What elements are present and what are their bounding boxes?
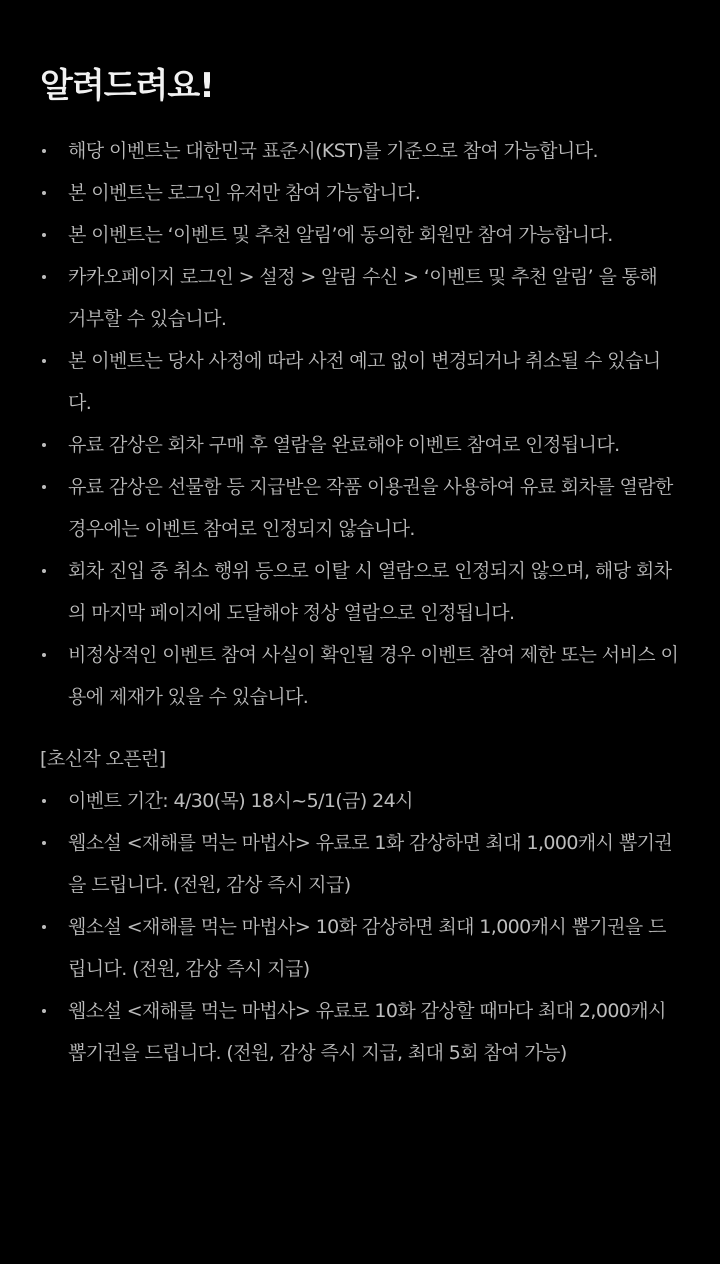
list-item	[40, 906, 680, 990]
list-item-text: 웹소설 <재해를 먹는 마법사> 10화 감상하면 최대 1,000캐시 뽑기권을 드립니다. (전원, 감상 즉시 지급)	[68, 916, 666, 980]
list-item	[40, 424, 680, 466]
list-item-text: 유료 감상은 회차 구매 후 열람을 완료해야 이벤트 참여로 인정됩니다.	[68, 434, 620, 456]
list-item	[40, 340, 680, 424]
bullet-icon	[42, 443, 46, 447]
open-run-heading: [초신작 오픈런]	[40, 748, 166, 770]
list-item	[40, 822, 680, 906]
notice-title: 알려드려요!	[40, 66, 214, 106]
list-item-text: 비정상적인 이벤트 참여 사실이 확인될 경우 이벤트 참여 제한 또는 서비스 이용에 제재가 있을 수 있습니다.	[68, 644, 679, 708]
bullet-icon	[42, 569, 46, 573]
bullet-icon	[42, 799, 46, 803]
list-item-text: 웹소설 <재해를 먹는 마법사> 유료로 10화 감상할 때마다 최대 2,000캐시 뽑기권을 드립니다. (전원, 감상 즉시 지급, 최대 5회 참여 가능)	[68, 1000, 666, 1064]
bullet-icon	[42, 1009, 46, 1013]
bullet-icon	[42, 191, 46, 195]
list-item	[40, 780, 680, 822]
bullet-icon	[42, 653, 46, 657]
open-run-list	[40, 780, 680, 1074]
list-item-text: 카카오페이지 로그인 > 설정 > 알림 수신 > ‘이벤트 및 추천 알림’ 을 통해 거부할 수 있습니다.	[68, 266, 658, 330]
list-item	[40, 466, 680, 550]
list-item	[40, 990, 680, 1074]
bullet-icon	[42, 925, 46, 929]
list-item	[40, 130, 680, 172]
bullet-icon	[42, 485, 46, 489]
list-item	[40, 172, 680, 214]
bullet-icon	[42, 359, 46, 363]
list-item	[40, 634, 680, 718]
list-item	[40, 550, 680, 634]
list-item-text: 본 이벤트는 당사 사정에 따라 사전 예고 없이 변경되거나 취소될 수 있습니다.	[68, 350, 661, 414]
notice-list	[40, 130, 680, 718]
list-item-text: 유료 감상은 선물함 등 지급받은 작품 이용권을 사용하여 유료 회차를 열람한 경우에는 이벤트 참여로 인정되지 않습니다.	[68, 476, 673, 540]
list-item-text: 이벤트 기간: 4/30(목) 18시~5/1(금) 24시	[68, 790, 413, 812]
list-item	[40, 214, 680, 256]
bullet-icon	[42, 275, 46, 279]
list-item	[40, 256, 680, 340]
list-item-text: 웹소설 <재해를 먹는 마법사> 유료로 1화 감상하면 최대 1,000캐시 뽑기권을 드립니다. (전원, 감상 즉시 지급)	[68, 832, 673, 896]
bullet-icon	[42, 233, 46, 237]
list-item-text: 회차 진입 중 취소 행위 등으로 이탈 시 열람으로 인정되지 않으며, 해당 회차의 마지막 페이지에 도달해야 정상 열람으로 인정됩니다.	[68, 560, 672, 624]
list-item-text: 본 이벤트는 ‘이벤트 및 추천 알림’에 동의한 회원만 참여 가능합니다.	[68, 224, 613, 246]
list-item-text: 본 이벤트는 로그인 유저만 참여 가능합니다.	[68, 182, 421, 204]
list-item-text: 해당 이벤트는 대한민국 표준시(KST)를 기준으로 참여 가능합니다.	[68, 140, 598, 162]
bullet-icon	[42, 149, 46, 153]
bullet-icon	[42, 841, 46, 845]
